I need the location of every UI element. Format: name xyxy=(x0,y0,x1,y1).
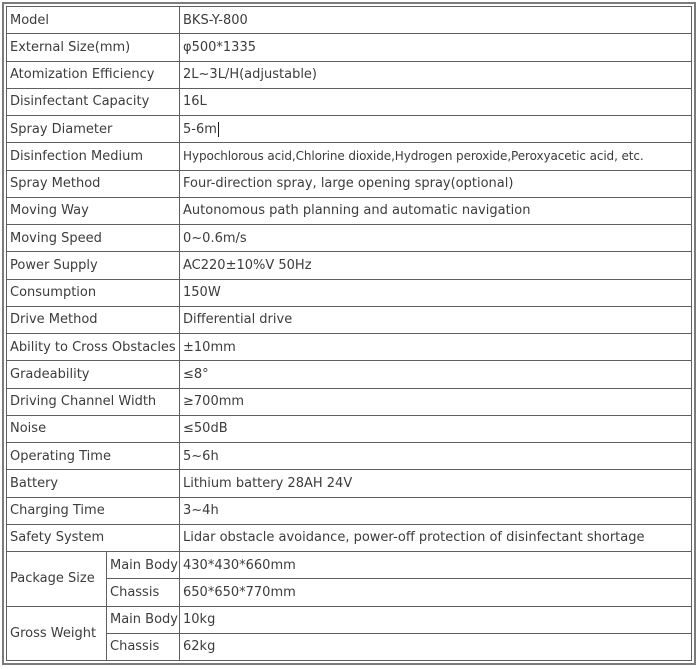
spec-label-disinfection-medium: Disinfection Medium xyxy=(7,143,180,170)
table-row xyxy=(7,225,692,252)
table-row xyxy=(7,524,692,551)
table-row xyxy=(7,497,692,524)
spec-group-package-size: Package Size xyxy=(7,552,107,607)
spec-sublabel-package-chassis: Chassis xyxy=(107,579,180,606)
spec-label-model: Model xyxy=(7,7,180,34)
table-row xyxy=(7,443,692,470)
table-row xyxy=(7,252,692,279)
table-row xyxy=(7,552,692,579)
table-row xyxy=(7,88,692,115)
table-row xyxy=(7,61,692,88)
table-row xyxy=(7,143,692,170)
table-row xyxy=(7,116,692,143)
spec-value-gradeability: ≤8° xyxy=(180,361,692,388)
spec-label-moving-way: Moving Way xyxy=(7,197,180,224)
spec-value-spray-diameter[interactable] xyxy=(180,116,692,143)
spec-label-disinfectant-capacity: Disinfectant Capacity xyxy=(7,88,180,115)
spec-value-atomization-efficiency: 2L~3L/H(adjustable) xyxy=(180,61,692,88)
spec-sublabel-weight-chassis: Chassis xyxy=(107,633,180,660)
spec-label-charging-time: Charging Time xyxy=(7,497,180,524)
spec-label-spray-diameter: Spray Diameter xyxy=(7,116,180,143)
table-row xyxy=(7,415,692,442)
table-row xyxy=(7,197,692,224)
spec-sublabel-package-main-body: Main Body xyxy=(107,552,180,579)
table-row xyxy=(7,34,692,61)
spec-value-battery: Lithium battery 28AH 24V xyxy=(180,470,692,497)
spec-value-driving-channel-width: ≥700mm xyxy=(180,388,692,415)
spec-value-disinfectant-capacity: 16L xyxy=(180,88,692,115)
spec-label-safety-system: Safety System xyxy=(7,524,180,551)
spec-value-spray-method: Four-direction spray, large opening spray(optional) xyxy=(180,170,692,197)
spec-value-model: BKS-Y-800 xyxy=(180,7,692,34)
spec-label-drive-method: Drive Method xyxy=(7,306,180,333)
spec-value-moving-way: Autonomous path planning and automatic navigation xyxy=(180,197,692,224)
spec-group-gross-weight: Gross Weight xyxy=(7,606,107,661)
table-row xyxy=(7,606,692,633)
spec-value-drive-method: Differential drive xyxy=(180,306,692,333)
spec-value-moving-speed: 0~0.6m/s xyxy=(180,225,692,252)
table-row xyxy=(7,334,692,361)
spec-value-package-chassis: 650*650*770mm xyxy=(180,579,692,606)
spec-table xyxy=(6,6,692,661)
text-cursor xyxy=(218,122,219,137)
spec-value-safety-system: Lidar obstacle avoidance, power-off protection of disinfectant shortage xyxy=(180,524,692,551)
table-row xyxy=(7,361,692,388)
spec-label-battery: Battery xyxy=(7,470,180,497)
spec-label-operating-time: Operating Time xyxy=(7,443,180,470)
table-row xyxy=(7,279,692,306)
spec-table-frame xyxy=(2,2,696,665)
spec-label-spray-method: Spray Method xyxy=(7,170,180,197)
spec-value-operating-time: 5~6h xyxy=(180,443,692,470)
spec-value-consumption: 150W xyxy=(180,279,692,306)
spec-label-power-supply: Power Supply xyxy=(7,252,180,279)
spec-label-driving-channel-width: Driving Channel Width xyxy=(7,388,180,415)
spec-value-weight-chassis: 62kg xyxy=(180,633,692,660)
spec-value-noise: ≤50dB xyxy=(180,415,692,442)
spec-value-power-supply: AC220±10%V 50Hz xyxy=(180,252,692,279)
spec-value-disinfection-medium: Hypochlorous acid,Chlorine dioxide,Hydrogen peroxide,Peroxyacetic acid, etc. xyxy=(180,143,692,170)
spec-value-cross-obstacles: ±10mm xyxy=(180,334,692,361)
table-row xyxy=(7,306,692,333)
spec-value-charging-time: 3~4h xyxy=(180,497,692,524)
spec-label-atomization-efficiency: Atomization Efficiency xyxy=(7,61,180,88)
table-row xyxy=(7,388,692,415)
table-row xyxy=(7,170,692,197)
spec-label-gradeability: Gradeability xyxy=(7,361,180,388)
spec-value-package-main-body: 430*430*660mm xyxy=(180,552,692,579)
spec-label-consumption: Consumption xyxy=(7,279,180,306)
spec-value-spray-diameter-text: 5-6m xyxy=(183,121,217,137)
table-row xyxy=(7,7,692,34)
spec-label-external-size: External Size(mm) xyxy=(7,34,180,61)
spec-label-cross-obstacles: Ability to Cross Obstacles xyxy=(7,334,180,361)
spec-value-external-size: φ500*1335 xyxy=(180,34,692,61)
table-row xyxy=(7,579,692,606)
spec-value-weight-main-body: 10kg xyxy=(180,606,692,633)
table-row xyxy=(7,633,692,660)
spec-sublabel-weight-main-body: Main Body xyxy=(107,606,180,633)
spec-label-noise: Noise xyxy=(7,415,180,442)
table-row xyxy=(7,470,692,497)
spec-label-moving-speed: Moving Speed xyxy=(7,225,180,252)
